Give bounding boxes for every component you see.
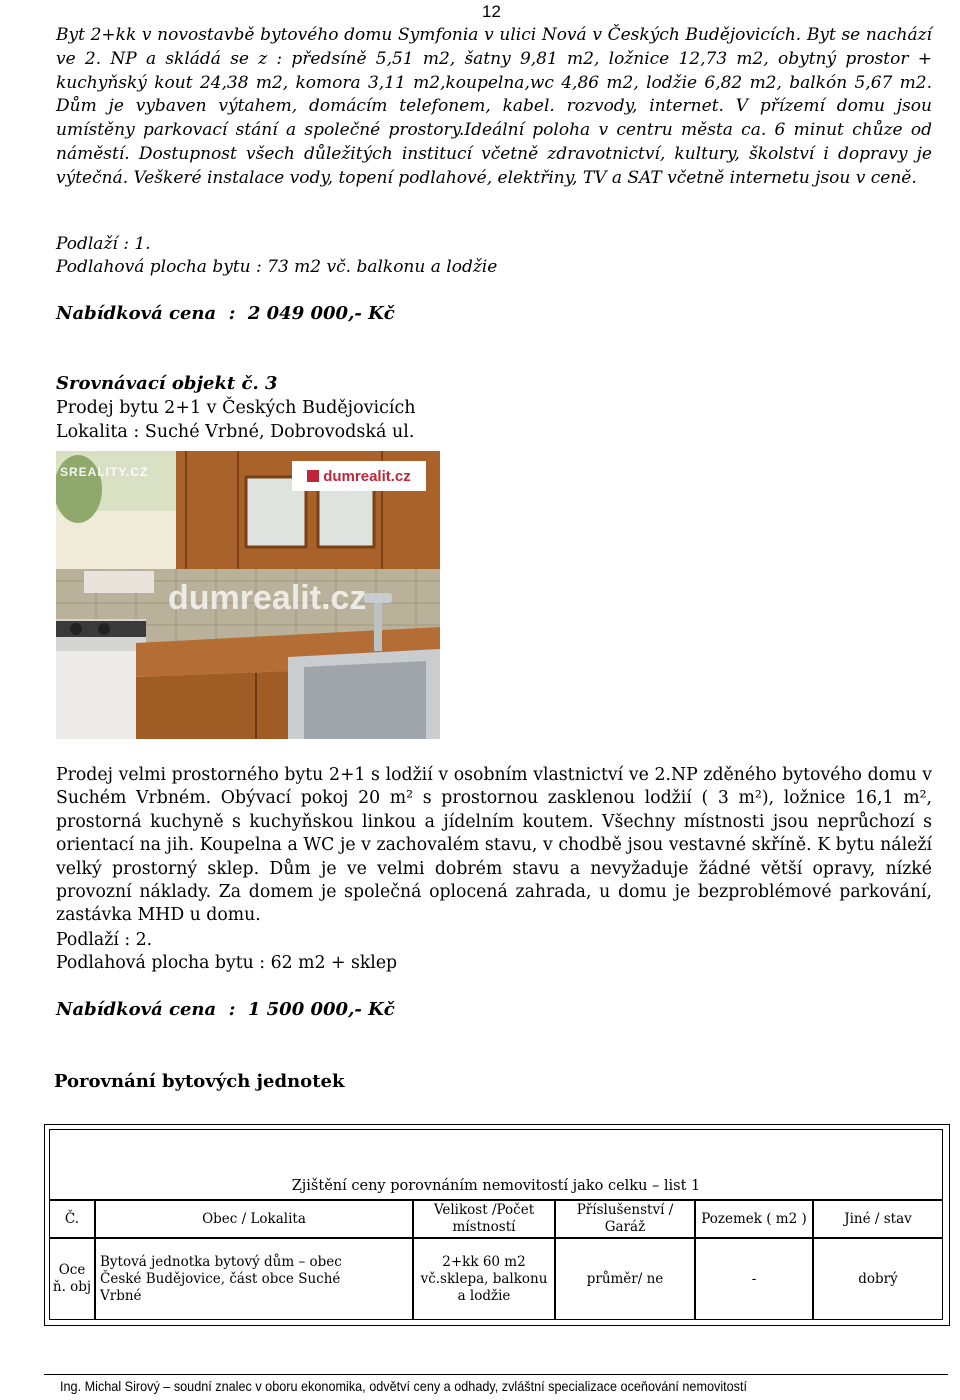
- header-cell: Obec / Lokalita: [95, 1200, 413, 1238]
- kitchen-photo: [56, 451, 440, 739]
- header-cell: Pozemek ( m2 ): [695, 1200, 813, 1238]
- object-title: Prodej bytu 2+1 v Českých Budějovicích: [56, 398, 416, 418]
- floor-area-1: Podlahová plocha bytu : 73 m2 vč. balkonu a lodžie: [56, 257, 498, 277]
- header-cell: Jiné / stav: [813, 1200, 943, 1238]
- header-cell: Velikost /Počet místností: [413, 1200, 555, 1238]
- table-cell: 2+kk 60 m2 vč.sklepa, balkonu a lodžie: [413, 1238, 555, 1320]
- table-cell: průměr/ ne: [555, 1238, 695, 1320]
- floor-info-2: Podlaží : 2.: [56, 930, 153, 950]
- comparison-table: [44, 1124, 950, 1326]
- table-cell: Bytová jednotka bytový dům – obec České Budějovice, část obce Suché Vrbné: [95, 1238, 413, 1320]
- object-heading: Srovnávací objekt č. 3: [56, 373, 278, 394]
- offer-price-2: Nabídková cena : 1 500 000,- Kč: [56, 999, 395, 1020]
- apartment-description-1: Byt 2+kk v novostavbě bytového domu Symfonia v ulici Nová v Českých Budějovicích. Byt se nachází ve 2. NP a skládá se z : předsíně 5,51 m2, šatny 9,81 m2, ložnice 12,73 m2, obytný prostor + kuchyňský kout 24,38 m2, komora 3,11 m2,koupelna,wc 4,86 m2, lodžie 6,82 m2, balkón 5,67 m2. Dům je vybaven výtahem, domácím telefonem, kabel. rozvody, internet. V přízemí domu jsou umístěny parkovací stání a společné prostory.Ideální poloha v centru města ca. 6 minut chůze od náměstí. Dostupnost všech důležitých institucí včetně zdravotnictví, kultury, školství i dopravy je výtečná. Veškeré instalace vody, topení podlahové, elektřiny, TV a SAT včetně internetu jsou v ceně.: [56, 25, 932, 188]
- floor-info-1: Podlaží : 1.: [56, 234, 151, 254]
- footer-divider: [44, 1374, 948, 1375]
- dumrealit-watermark: dumrealit.cz: [168, 579, 367, 617]
- floor-area-2: Podlahová plocha bytu : 62 m2 + sklep: [56, 953, 398, 973]
- object-location: Lokalita : Suché Vrbné, Dobrovodská ul.: [56, 422, 415, 442]
- page-number: 12: [482, 2, 501, 21]
- apartment-description-2: Prodej velmi prostorného bytu 2+1 s lodžií v osobním vlastnictví ve 2.NP zděného bytového domu v Suchém Vrbném. Obývací pokoj 20 m² s prostornou zasklenou lodžií ( 3 m²), ložnice 16,1 m², prostorná kuchyně s kuchyňskou linkou a jídelním koutem. Všechny místnosti jsou neprůchozí s orientací na jih. Koupelna a WC je v zachovalém stavu, v chodbě jsou vestavné skříně. K bytu náleží velký prostorný sklep. Dům je ve velmi dobrém stavu a nevyžaduje žádné větší opravy, nízké provozní náklady. Za domem je společná oplocená zahrada, u domu je bezproblémové parkování, zastávka MHD u domu.: [56, 765, 932, 926]
- header-cell: Č.: [49, 1200, 95, 1238]
- page-footer: Ing. Michal Sirový – soudní znalec v oboru ekonomika, odvětví ceny a odhady, zvláštní specializace oceňování nemovitostí: [60, 1379, 748, 1394]
- dumrealit-logo: dumrealit.cz: [292, 461, 426, 491]
- table-cell: Oce ň. obj: [49, 1238, 95, 1320]
- comparison-heading: Porovnání bytových jednotek: [54, 1071, 345, 1092]
- table-cell: dobrý: [813, 1238, 943, 1320]
- sreality-watermark: SREALITY.CZ: [60, 465, 149, 479]
- table-cell: -: [695, 1238, 813, 1320]
- table-caption: Zjištění ceny porovnáním nemovitostí jako celku – list 1: [49, 1129, 943, 1200]
- offer-price-1: Nabídková cena : 2 049 000,- Kč: [56, 303, 395, 324]
- header-cell: Příslušenství / Garáž: [555, 1200, 695, 1238]
- logo-mark-icon: [307, 470, 319, 482]
